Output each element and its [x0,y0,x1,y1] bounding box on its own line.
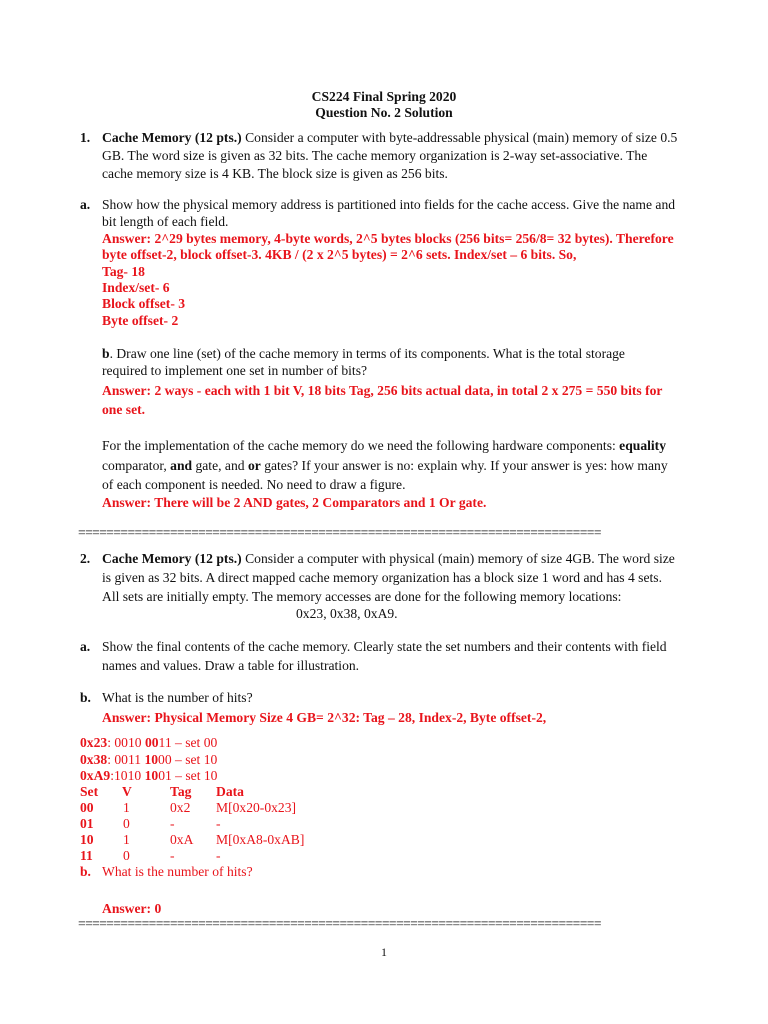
page-title: CS224 Final Spring 2020 [311,89,457,104]
separator-bottom: ========================================================================== [78,916,601,931]
table-cell-set: 00 [80,800,94,815]
table-cell-tag: - [170,848,175,863]
q1b-question-line-2: required to implement one set in number of bits? [102,363,368,378]
q1-number: 1. [80,130,91,145]
addr-row [80,751,217,768]
q2-intro-text: Consider a computer with physical (main) memory of size 4GB. The word size [241,551,675,566]
q2-heading: Cache Memory (12 pts.) [102,551,242,566]
addr-row [80,767,217,784]
q1b-label: b [102,346,110,361]
addr-value: 0x38 [80,752,108,767]
q1a-block-offset: Block offset- 3 [102,296,186,311]
q2a-question-line-2: names and values. Draw a table for illustration. [102,658,360,673]
q2-intro-line-2: is given as 32 bits. A direct mapped cache memory organization has a block size 1 word and has 4 sets. [102,570,662,585]
addr-bits-post: 11 – set 00 [158,735,218,750]
q1b-question-text: . Draw one line (set) of the cache memory in terms of its components. What is the total storage [109,346,625,361]
table-header-data: Data [216,784,244,799]
q1-intro-text: Consider a computer with byte-addressable physical (main) memory of size 0.5 [241,130,678,145]
table-cell-v: 0 [123,848,130,863]
q1b-answer-line-1: Answer: 2 ways - each with 1 bit V, 18 bits Tag, 256 bits actual data, in total 2 x 275 = 550 bits for [102,383,663,398]
page-subtitle: Question No. 2 Solution [315,105,453,120]
q1a-tag: Tag- 18 [102,264,145,279]
q2b-label: b. [80,690,91,705]
q1c-text-a: For the implementation of the cache memory do we need the following hardware components: [102,438,620,453]
q1c-and: and [170,458,193,473]
q1c-question-line-2 [102,457,668,474]
page-number: 1 [381,945,387,959]
addr-bits-pre: : 0011 [107,752,145,767]
addr-index-bits: 00 [144,735,159,750]
table-cell-v: 0 [123,816,130,831]
q2-addresses: 0x23, 0x38, 0xA9. [296,606,398,621]
q1b-question-line-1 [102,345,625,362]
q2-intro-line-1 [102,550,675,567]
q1c-text-c: gate, and [192,458,248,473]
q1a-answer-line-1: Answer: 2^29 bytes memory, 4-byte words, 2^5 bytes blocks (256 bits= 256/8= 32 bytes). Therefore [102,231,674,246]
q1a-answer-line-2: byte offset-2, block offset-3. 4KB / (2 x 2^5 bytes) = 2^6 sets. Index/set – 6 bits. So, [102,247,577,262]
table-header-tag: Tag [170,784,192,799]
table-cell-data: - [216,848,221,863]
table-cell-data: - [216,816,221,831]
q1c-equality: equality [619,438,666,453]
q2-number: 2. [80,551,91,566]
q1-heading: Cache Memory (12 pts.) [102,130,242,145]
addr-bits-pre: : 0010 [107,735,145,750]
q1a-byte-offset: Byte offset- 2 [102,313,179,328]
addr-row [80,734,217,751]
q1c-or: or [247,458,261,473]
q2b2-label: b. [80,864,91,879]
addr-index-bits: 10 [144,768,159,783]
table-cell-data: M[0x20-0x23] [216,800,297,815]
table-cell-v: 1 [123,800,130,815]
q2a-question-line-1: Show the final contents of the cache memory. Clearly state the set numbers and their contents with field [102,639,667,654]
q1-intro-line-1 [102,129,677,146]
q1a-question-line-2: bit length of each field. [102,214,229,229]
addr-bits-pre: :1010 [110,768,145,783]
addr-value: 0x23 [80,735,108,750]
addr-bits-post: 00 – set 10 [158,752,218,767]
q1b-answer-line-2: one set. [102,402,146,417]
addr-index-bits: 10 [144,752,159,767]
table-cell-tag: 0xA [170,832,194,847]
table-cell-set: 11 [80,848,93,863]
table-cell-tag: - [170,816,175,831]
table-cell-data: M[0xA8-0xAB] [216,832,305,847]
q1c-answer: Answer: There will be 2 AND gates, 2 Comparators and 1 Or gate. [102,495,487,510]
q2-intro-line-3: All sets are initially empty. The memory accesses are done for the following memory locations: [102,589,622,604]
table-cell-v: 1 [123,832,130,847]
q1-intro-line-2: GB. The word size is given as 32 bits. The cache memory organization is 2-way set-associative. The [102,148,648,163]
q1c-question-line-3: of each component is needed. No need to draw a figure. [102,477,406,492]
q1c-text-b: comparator, [102,458,171,473]
table-header-set: Set [80,784,99,799]
table-header-v: V [122,784,132,799]
table-cell-tag: 0x2 [170,800,191,815]
table-cell-set: 01 [80,816,94,831]
q1a-index: Index/set- 6 [102,280,170,295]
q1a-label: a. [80,197,91,212]
table-cell-set: 10 [80,832,94,847]
q2b2-question: What is the number of hits? [102,864,253,879]
q1-intro-line-3: cache memory size is 4 KB. The block size is given as 256 bits. [102,166,448,181]
separator-top: ========================================================================== [78,525,601,540]
q2-final-answer: Answer: 0 [102,901,162,916]
q1c-text-d: gates? If your answer is no: explain why. If your answer is yes: how many [260,458,668,473]
q1c-question-line-1 [102,437,666,454]
q2a-label: a. [80,639,91,654]
addr-value: 0xA9 [80,768,111,783]
q2-answer: Answer: Physical Memory Size 4 GB= 2^32: Tag – 28, Index-2, Byte offset-2, [102,710,547,725]
q2b-question: What is the number of hits? [102,690,253,705]
q1a-question-line-1: Show how the physical memory address is partitioned into fields for the cache access. Give the name and [102,197,676,212]
addr-bits-post: 01 – set 10 [158,768,218,783]
